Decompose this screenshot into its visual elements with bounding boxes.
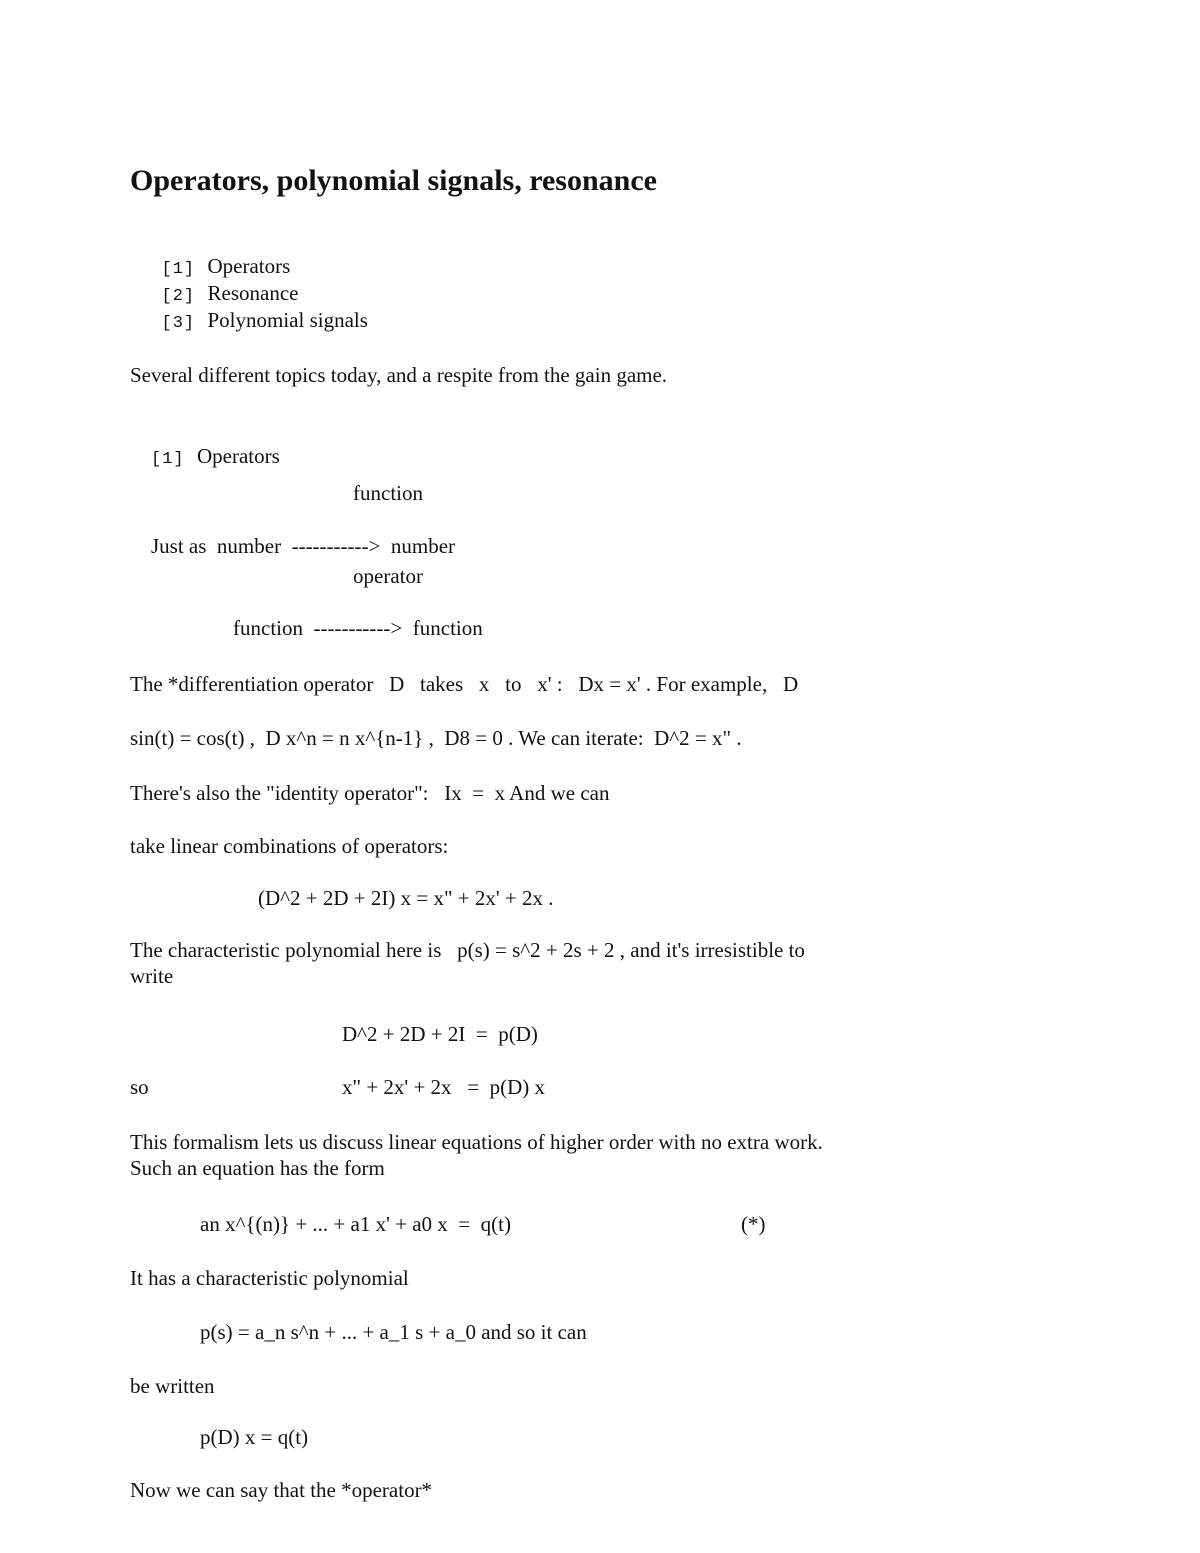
- toc-item-number: [2]: [161, 287, 196, 306]
- operator-arrow-label: operator: [353, 564, 423, 588]
- equation-tag: (*): [741, 1212, 766, 1236]
- section-label: Operators: [197, 444, 280, 468]
- be-written-line: be written: [130, 1374, 215, 1398]
- mapping-arrow: ----------->: [313, 616, 403, 640]
- linear-combination-paragraph: take linear combinations of operators:: [130, 834, 449, 858]
- equation-applied-operator: x" + 2x' + 2x = p(D) x: [342, 1075, 546, 1099]
- characteristic-polynomial-line-1: The characteristic polynomial here is p(s) = s^2 + 2s + 2 , and it's irresistible to: [130, 938, 805, 962]
- differentiation-paragraph-line-1: The *differentiation operator D takes x to x' : Dx = x' . For example, D: [130, 672, 799, 696]
- mapping-arrow: ----------->: [291, 534, 381, 558]
- function-mapping-line: [212, 589, 483, 667]
- toc-item-label: Operators: [207, 254, 291, 278]
- differentiation-paragraph-line-2: sin(t) = cos(t) , D x^n = n x^{n-1} , D8 = 0 . We can iterate: D^2 = x" .: [130, 726, 742, 750]
- characteristic-polynomial-line-2: write: [130, 964, 174, 988]
- formalism-paragraph-line-2: Such an equation has the form: [130, 1156, 385, 1180]
- identity-operator-paragraph: There's also the "identity operator": Ix = x And we can: [130, 781, 610, 805]
- mapping-right: number: [390, 534, 456, 558]
- mapping-left: function: [233, 616, 303, 640]
- equation-operator-polynomial: D^2 + 2D + 2I = p(D): [342, 1022, 538, 1046]
- so-label: so: [130, 1075, 149, 1099]
- function-arrow-label: function: [353, 481, 423, 505]
- equation-higher-order: an x^{(n)} + ... + a1 x' + a0 x = q(t): [200, 1212, 511, 1236]
- characteristic-polynomial-intro: It has a characteristic polynomial: [130, 1266, 409, 1290]
- toc-item-number: [1]: [161, 260, 196, 279]
- toc-item-number: [3]: [161, 314, 196, 333]
- equation-operator-expansion: (D^2 + 2D + 2I) x = x" + 2x' + 2x .: [258, 886, 554, 910]
- mapping-right: function: [412, 616, 483, 640]
- mapping-left: Just as number: [151, 534, 282, 558]
- section-number: [1]: [151, 450, 185, 469]
- equation-general-polynomial: p(s) = a_n s^n + ... + a_1 s + a_0 and so it can: [200, 1320, 587, 1344]
- toc-item-label: Polynomial signals: [207, 308, 368, 332]
- toc-item-label: Resonance: [207, 281, 299, 305]
- intro-paragraph: Several different topics today, and a respite from the gain game.: [130, 363, 668, 387]
- operator-statement-line: Now we can say that the *operator*: [130, 1478, 433, 1502]
- section-heading: [130, 417, 280, 499]
- page-title: Operators, polynomial signals, resonance: [130, 164, 657, 197]
- equation-operator-form: p(D) x = q(t): [200, 1425, 309, 1449]
- toc-item: [130, 281, 368, 363]
- formalism-paragraph-line-1: This formalism lets us discuss linear equations of higher order with no extra work.: [130, 1130, 823, 1154]
